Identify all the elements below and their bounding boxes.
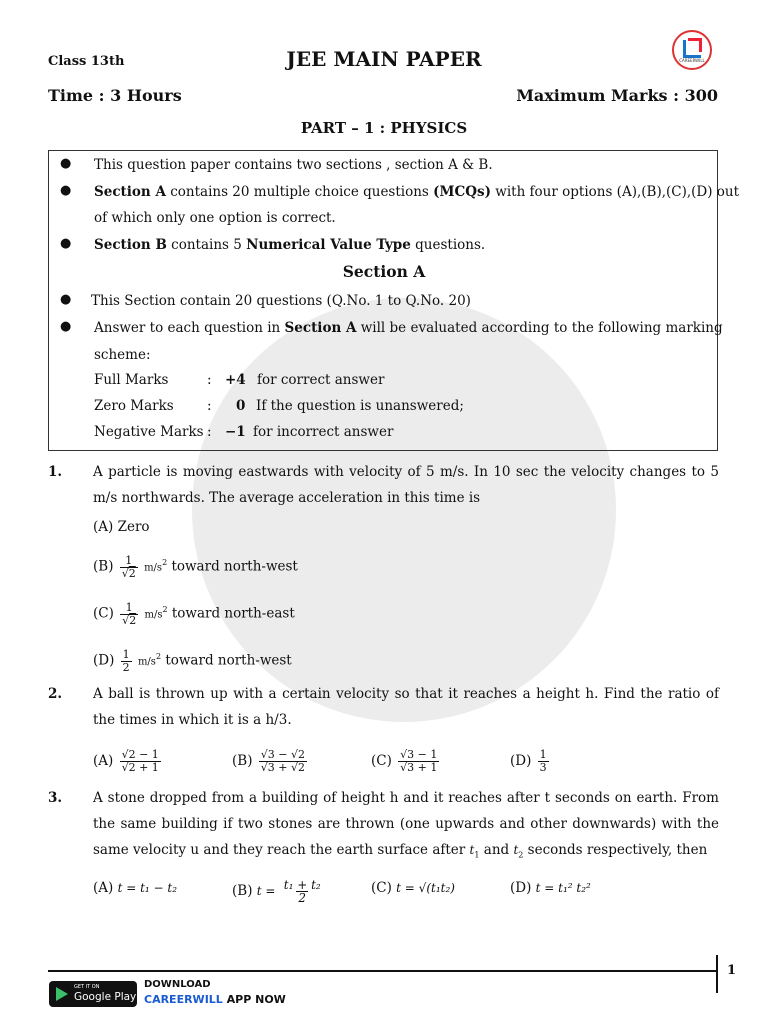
full-marks-label: Full Marks	[94, 372, 169, 388]
class-label: Class 13th	[48, 54, 125, 69]
zero-marks-desc: If the question is unanswered;	[256, 398, 464, 414]
bullet-icon: ●	[60, 319, 72, 334]
instruction-2: Section A contains 20 multiple choice questions (MCQs) with four options (A),(B),(C),(D) out	[94, 184, 740, 200]
option-d: (D) $\frac{1}{3}$	[510, 748, 547, 774]
full-marks-value: +4	[225, 372, 246, 388]
option-c: (C) $\frac{1}{√2}$ $m/s^2$ toward north-east	[93, 600, 295, 627]
instruction-3: Section B contains 5 Numerical Value Type questions.	[94, 237, 486, 253]
section-instruction-2-cont: scheme:	[94, 347, 151, 363]
full-marks-desc: for correct answer	[257, 372, 385, 388]
question-text: A ball is thrown up with a certain velocity so that it reaches a height h. Find the ratio of the times in which it is a h/3.	[93, 686, 719, 728]
colon: :	[207, 424, 212, 440]
part-heading: PART – 1 : PHYSICS	[300, 119, 468, 137]
bullet-icon: ●	[60, 156, 72, 171]
question-number: 1.	[48, 464, 63, 480]
zero-marks-value: 0	[236, 398, 246, 414]
paper-title: JEE MAIN PAPER	[286, 47, 482, 71]
get-it-on-label: GET IT ON	[74, 984, 100, 990]
page-number: 1	[727, 963, 737, 978]
footer-page-marker	[716, 955, 718, 993]
question-number: 2.	[48, 686, 63, 702]
negative-marks-desc: for incorrect answer	[253, 424, 394, 440]
download-label: DOWNLOAD	[144, 979, 211, 990]
careerwill-logo	[672, 30, 712, 70]
negative-marks-label: Negative Marks	[94, 424, 204, 440]
footer-divider	[48, 970, 718, 972]
question-number: 3.	[48, 790, 63, 806]
option-d: (D) $\frac{1}{2}$ $m/s^2$ toward north-west	[93, 647, 292, 674]
option-a: (A) $\frac{√2 - 1}{√2 + 1}$	[93, 748, 159, 774]
instruction-2-cont: of which only one option is correct.	[94, 210, 336, 226]
max-marks-label: Maximum Marks : 300	[516, 86, 718, 105]
google-play-label: Google Play	[74, 991, 137, 1003]
section-a-heading: Section A	[342, 262, 426, 281]
option-c: (C) t = √(t₁t₂)	[371, 880, 455, 896]
negative-marks-value: −1	[225, 424, 246, 440]
bullet-icon: ●	[60, 236, 72, 251]
option-b: (B) $\frac{1}{√2}$ $m/s^2$ toward north-west	[93, 553, 298, 580]
option-d: (D) t = t₁² t₂²	[510, 880, 591, 896]
colon: :	[207, 398, 212, 414]
bullet-icon: ●	[60, 183, 72, 198]
section-instruction-2: Answer to each question in Section A will be evaluated according to the following marking	[94, 320, 723, 336]
question-text: A particle is moving eastwards with velocity of 5 m/s. In 10 sec the velocity changes to 5 m/s northwards. The average acceleration in this time is	[93, 464, 719, 506]
option-a: (A) Zero	[93, 519, 150, 535]
colon: :	[207, 372, 212, 388]
option-a: (A) t = t₁ − t₂	[93, 880, 178, 896]
section-instruction-1: This Section contain 20 questions (Q.No. 1 to Q.No. 20)	[91, 293, 471, 309]
google-play-icon	[56, 987, 68, 1001]
option-b: (B) $\frac{√3 - √2}{√3 + √2}$	[232, 748, 305, 774]
time-label: Time : 3 Hours	[48, 86, 182, 105]
option-c: (C) $\frac{√3 - 1}{√3 + 1}$	[371, 748, 438, 774]
zero-marks-label: Zero Marks	[94, 398, 174, 414]
question-text: A stone dropped from a building of height h and it reaches after t seconds on earth. From the same building if two stones are thrown (one upwards and other downwards) with the same velocity u and they reach the earth surface after $t_1$ and $t_2$ seconds respectively, then	[93, 790, 719, 860]
instruction-1: This question paper contains two sections , section A & B.	[94, 157, 493, 173]
bullet-icon: ●	[60, 292, 72, 307]
logo-text: CAREERWILL	[679, 58, 705, 63]
app-promo-label: CAREERWILL APP NOW	[144, 993, 286, 1006]
google-play-badge[interactable]	[49, 981, 137, 1007]
option-b: (B) t = $\frac{\text{t₁ + t₂}}{2}$	[232, 878, 321, 905]
